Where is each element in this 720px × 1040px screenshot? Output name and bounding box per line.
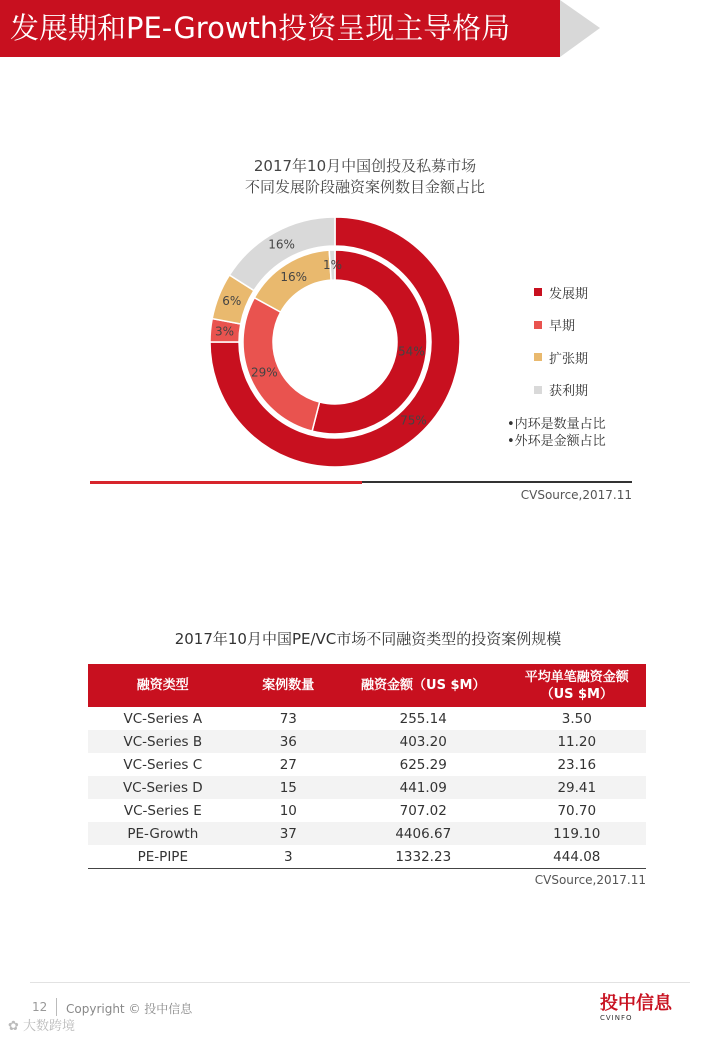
logo-text: 投中信息 [600,993,672,1014]
table-cell: PE-Growth [88,822,238,845]
table-row [88,799,646,822]
chart-source: CVSource,2017.11 [520,488,632,502]
table-row [88,776,646,799]
table-row [88,822,646,845]
legend-label: 获利期 [549,384,589,400]
legend-swatch [534,321,542,329]
table-cell: 255.14 [399,710,447,727]
inner-ring-label: 1% [323,258,343,273]
outer-ring-label: 3% [214,324,235,339]
legend-swatch [534,353,542,361]
table-header-row [88,664,646,707]
chart-subtitle: 不同发展阶段融资案例数目金额占比 [244,178,485,196]
table-row [88,707,646,730]
table-cell: 3 [238,845,339,869]
legend-item [534,341,588,374]
col-header: 融资类型 [88,664,238,707]
copyright-text: Copyright © 投中信息 [66,1002,193,1016]
table-cell: VC-Series E [123,802,202,819]
table-cell: 1332.23 [339,845,508,869]
legend-label: 扩张期 [549,351,589,367]
inner-ring-label: 16% [280,269,308,284]
table-cell: 3.50 [561,710,592,727]
inner-ring-label: 54% [398,344,425,359]
table-row [88,753,646,776]
header-arrow-decoration [560,0,600,57]
chart-legend [534,276,588,406]
table-cell: 23.16 [557,756,597,773]
table-cell: 625.29 [399,756,447,773]
table-cell: 27 [279,756,297,773]
inner-ring-label: 29% [250,365,278,380]
legend-item [534,374,588,407]
col-header: 平均单笔融资金额（US $M） [508,664,646,707]
legend-label: 发展期 [549,286,589,302]
outer-ring-label: 16% [268,237,295,252]
inner-ring-note: •内环是数量占比 [507,417,606,432]
table-source: CVSource,2017.11 [534,873,646,887]
table-cell: VC-Series B [88,730,238,753]
chart-title: 2017年10月中国创投及私募市场 [253,157,477,175]
page-number: 12 [32,1000,48,1014]
table-cell: VC-Series D [88,776,238,799]
table-cell: 37 [238,822,339,845]
footer-divider [30,982,690,983]
outer-ring-label: 75% [400,413,427,428]
legend-item [534,309,588,342]
table-row [88,845,646,869]
divider-dark [362,481,632,483]
table-row [88,730,646,753]
table-cell: 15 [238,776,339,799]
legend-item [534,276,588,309]
page-title: 发展期和PE-Growth投资呈现主导格局 [10,11,511,45]
legend-swatch [534,288,542,296]
watermark: ✿ 大数跨境 [8,1019,76,1034]
logo-subtext: CVINFO [600,1014,633,1022]
table-cell: 441.09 [339,776,508,799]
table-cell: 29.41 [508,776,646,799]
outer-ring-note: •外环是金额占比 [507,434,606,449]
table-cell: 444.08 [508,845,646,869]
col-header: 融资金额（US $M） [339,664,508,707]
table-cell: VC-Series C [123,756,203,773]
table-cell: 10 [279,802,297,819]
table-title: 2017年10月中国PE/VC市场不同融资类型的投资案例规模 [174,630,562,648]
watermark-icon: ✿ [8,1019,24,1034]
table-cell: 70.70 [557,802,597,819]
table-cell: 4406.67 [339,822,508,845]
donut-chart [205,212,465,472]
legend-swatch [534,386,542,394]
header-bar [0,0,560,57]
table-cell: 73 [279,710,297,727]
table-cell: 403.20 [339,730,508,753]
table-cell: PE-PIPE [88,845,238,869]
legend-label: 早期 [549,319,576,335]
cvinfo-logo [600,994,684,1024]
table-cell: 707.02 [399,802,447,819]
col-header: 案例数量 [238,664,339,707]
outer-ring-label: 6% [222,294,242,309]
investment-table [88,664,646,869]
table-cell: 36 [238,730,339,753]
divider-red [90,481,362,484]
table-cell: VC-Series A [123,710,203,727]
footer-separator [56,998,57,1016]
table-cell: 119.10 [508,822,646,845]
table-cell: 11.20 [508,730,646,753]
